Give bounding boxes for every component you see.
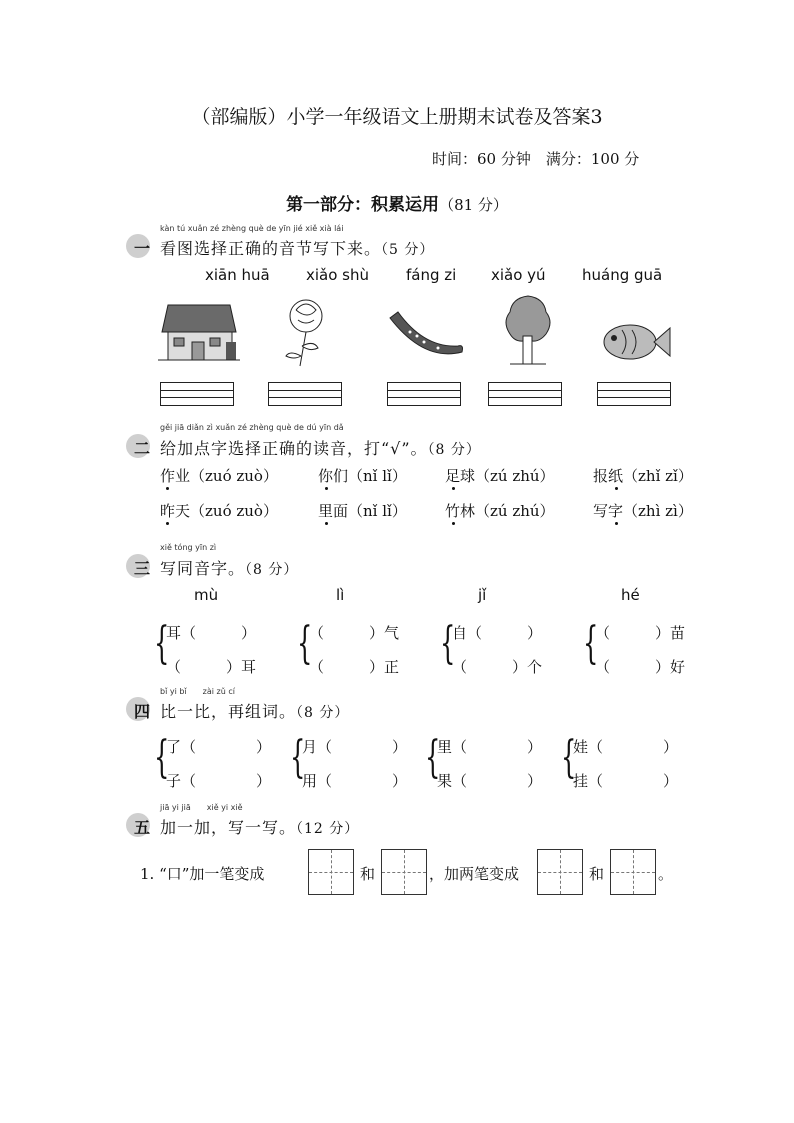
q1-writing-lines-5[interactable] (597, 382, 671, 406)
q3-bottom-3[interactable]: （ ）个 (452, 658, 543, 676)
q3-points: （8 分） (245, 562, 299, 578)
q2-item-5[interactable]: 昨天（zuó zuò） (160, 502, 278, 520)
brace: { (290, 732, 306, 783)
q4-text-main: 比一比，再组词。 (160, 702, 297, 721)
q4-bottom-3[interactable]: 果（ ） (437, 772, 543, 790)
q3-top-1[interactable]: 耳（ ） (166, 624, 257, 642)
q2-item-4[interactable]: 报纸（zhǐ zǐ） (593, 467, 693, 485)
emphasis-dot (452, 522, 455, 525)
q3-head-2: lì (336, 586, 345, 604)
q2-item-8[interactable]: 写字（zhì zì） (593, 502, 693, 520)
q5-and-2: 和 (589, 865, 605, 883)
brace: { (154, 732, 170, 783)
brace: { (583, 618, 599, 669)
q3-pinyin: xiě tóng yīn zì (160, 543, 217, 552)
q1-option-5: huáng guā (582, 266, 663, 284)
part-name: 第一部分：积累运用 (286, 195, 440, 215)
q1-writing-lines-3[interactable] (387, 382, 461, 406)
part-points: （81 分） (439, 196, 508, 214)
q3-top-3[interactable]: 自（ ） (452, 624, 543, 642)
q4-text (160, 699, 349, 722)
q3-bottom-1[interactable]: （ ）耳 (166, 658, 257, 676)
answer-box-2[interactable] (381, 849, 427, 895)
q2-item-3[interactable]: 足球（zú zhú） (445, 467, 555, 485)
q5-line-middle: ，加两笔变成 (429, 865, 520, 883)
emphasis-dot (452, 487, 455, 490)
q1-writing-lines-1[interactable] (160, 382, 234, 406)
q3-number: 三 (134, 559, 151, 578)
answer-box-1[interactable] (308, 849, 354, 895)
q5-line-end: 。 (658, 865, 674, 883)
q3-bottom-2[interactable]: （ ）正 (309, 658, 400, 676)
q1-writing-lines-2[interactable] (268, 382, 342, 406)
q2-item-1[interactable]: 作业（zuó zuò） (160, 467, 278, 485)
q4-number: 四 (134, 702, 151, 721)
q5-line-start: 1. “口”加一笔变成 (140, 865, 265, 883)
q1-text (160, 236, 434, 259)
q4-top-1[interactable]: 了（ ） (166, 738, 272, 756)
q4-pinyin: bǐ yi bǐ zài zǔ cí (160, 687, 235, 696)
q3-head-1: mù (194, 586, 219, 604)
q2-points: （8 分） (427, 442, 481, 458)
q1-option-2: xiǎo shù (306, 266, 370, 284)
emphasis-dot (166, 487, 169, 490)
q3-bottom-4[interactable]: （ ）好 (595, 658, 686, 676)
q4-top-3[interactable]: 里（ ） (437, 738, 543, 756)
emphasis-dot (615, 522, 618, 525)
part-heading (0, 190, 794, 215)
q5-points: （12 分） (296, 821, 360, 837)
q3-top-4[interactable]: （ ）苗 (595, 624, 686, 642)
q2-text (160, 436, 481, 459)
emphasis-dot (615, 487, 618, 490)
q5-text-main: 加一加，写一写。 (160, 818, 297, 837)
q3-text (160, 556, 298, 579)
q5-and-1: 和 (360, 865, 376, 883)
emphasis-dot (325, 522, 328, 525)
q2-number: 二 (134, 439, 151, 458)
q4-bottom-1[interactable]: 子（ ） (166, 772, 272, 790)
q2-text-main: 给加点字选择正确的读音，打“√”。 (160, 439, 428, 458)
q4-bottom-4[interactable]: 挂（ ） (573, 772, 679, 790)
q1-writing-lines-4[interactable] (488, 382, 562, 406)
q5-pinyin: jiā yi jiā xiě yi xiě (160, 803, 243, 812)
q5-number: 五 (134, 818, 151, 837)
fish-picture (598, 318, 672, 366)
q1-points: （5 分） (381, 242, 435, 258)
q1-option-1: xiān huā (205, 266, 270, 284)
brace: { (297, 618, 313, 669)
answer-box-3[interactable] (537, 849, 583, 895)
exam-title: （部编版）小学一年级语文上册期末试卷及答案3 (191, 106, 603, 128)
flower-picture (278, 296, 338, 368)
q3-text-main: 写同音字。 (160, 559, 246, 578)
q2-item-2[interactable]: 你们（nǐ lǐ） (318, 467, 407, 485)
cucumber-picture (384, 308, 466, 364)
q5-text (160, 815, 359, 838)
q4-top-2[interactable]: 月（ ） (302, 738, 408, 756)
q3-head-3: jǐ (478, 586, 487, 604)
tree-picture (498, 292, 558, 368)
q1-option-3: fáng zi (406, 266, 457, 284)
exam-meta: 时间：60 分钟 满分：100 分 (432, 150, 640, 168)
q2-item-6[interactable]: 里面（nǐ lǐ） (318, 502, 407, 520)
q1-text-main: 看图选择正确的音节写下来。 (160, 239, 382, 258)
q3-top-2[interactable]: （ ）气 (309, 624, 400, 642)
emphasis-dot (166, 522, 169, 525)
q1-number: 一 (134, 239, 151, 258)
brace: { (154, 618, 170, 669)
q1-option-4: xiǎo yú (491, 266, 546, 284)
q4-top-4[interactable]: 娃（ ） (573, 738, 679, 756)
q1-pinyin: kàn tú xuǎn zé zhèng què de yīn jié xiě xià lái (160, 224, 344, 233)
q4-bottom-2[interactable]: 用（ ） (302, 772, 408, 790)
brace: { (440, 618, 456, 669)
house-picture (158, 300, 240, 364)
q4-points: （8 分） (296, 705, 350, 721)
answer-box-4[interactable] (610, 849, 656, 895)
q2-item-7[interactable]: 竹林（zú zhú） (445, 502, 555, 520)
brace: { (425, 732, 441, 783)
brace: { (561, 732, 577, 783)
q3-head-4: hé (621, 586, 640, 604)
emphasis-dot (325, 487, 328, 490)
q2-pinyin: gěi jiā diǎn zì xuǎn zé zhèng què de dú yīn dǎ (160, 423, 344, 432)
